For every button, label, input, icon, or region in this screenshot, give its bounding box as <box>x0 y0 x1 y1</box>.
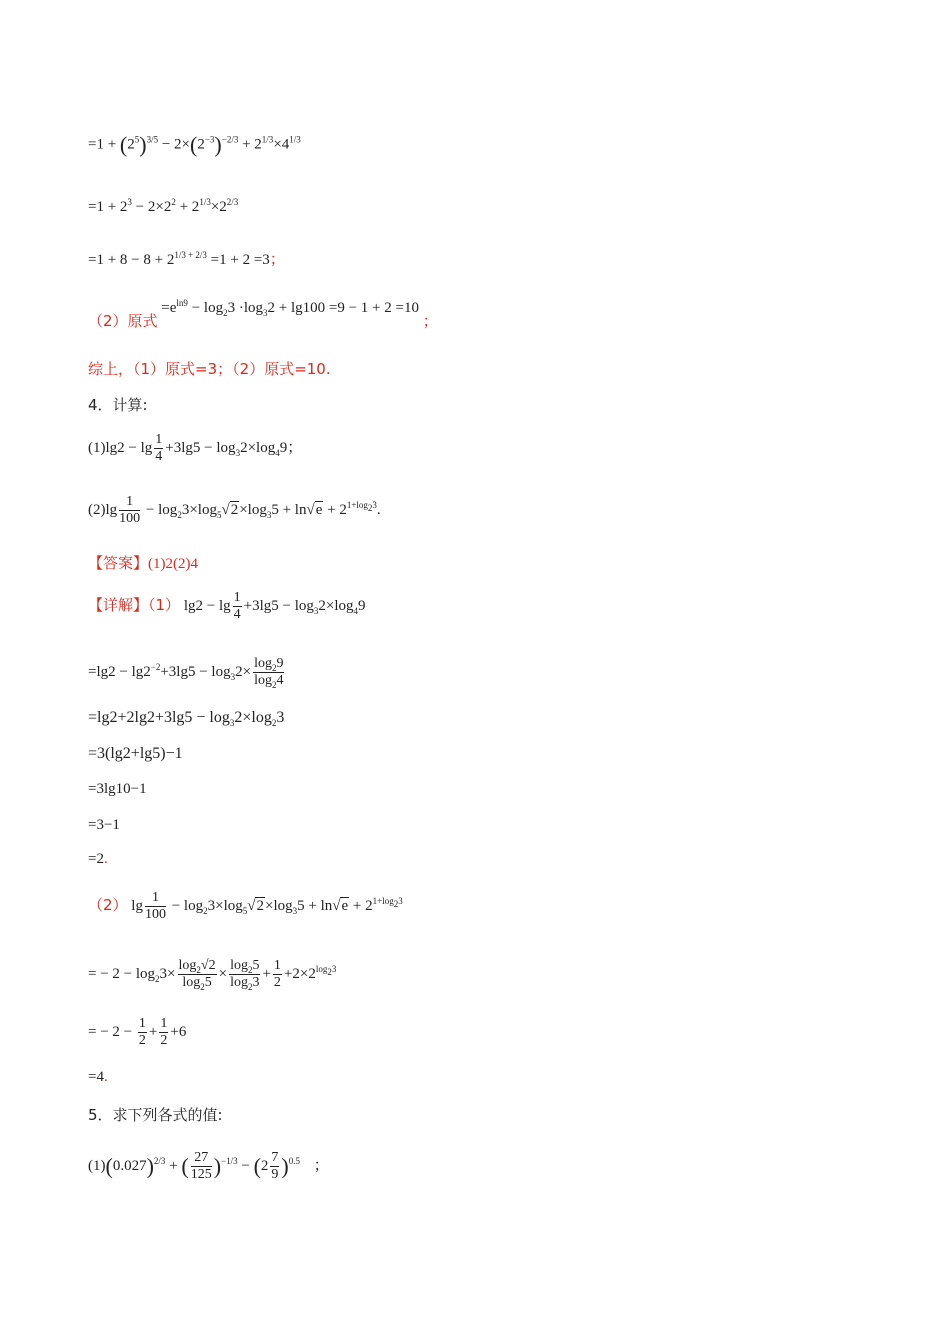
q4-part1: (1)lg2 − lg $\frac{1}{4}$ $+3\lg 5 - \log_32\times\log_49$； <box>88 432 303 465</box>
detail1-step-5: =3−1 <box>88 817 120 833</box>
detail1-step-2: $=\lg 2+2\lg 2+3\lg 5 - \log_32\times\log_23$ <box>88 709 285 729</box>
prev-summary: 综上，（1）原式=3；（2）原式=10. <box>88 360 331 378</box>
detail2-step-2: = − 2 − $\frac{1}{2}$ + $\frac{1}{2}$ +6 <box>88 1016 187 1049</box>
detail2-step-3: =4. <box>88 1069 108 1085</box>
detail1-step-4: =3lg10−1 <box>88 781 147 797</box>
detail1-step-3: =3(lg2+lg5)−1 <box>88 745 183 762</box>
prev-step-2: $=1 + 2^3 - 2\times 2^2 + 2^{1/3}\times 2^{2/3}$ <box>88 197 239 215</box>
prev-part2: （2）原式 $=e^{ln9} - \log_23 \cdot\log_32 + \lg 100 =9 - 1 + 2 =10$ ； <box>88 298 438 330</box>
q4-detail-1: 【详解】（1） lg2 − lg $\frac{1}{4}$ $+3\lg 5 - \log_32\times\log_49$ <box>88 590 366 623</box>
q4-answer: 【答案】(1)2(2)4 <box>88 554 198 572</box>
q4-detail-2: （2） lg $\frac{1}{100}$ − $\log_23\times\log_5√2\times\log_35 + \ln√e + 2^{1+log_23}$ <box>88 890 403 923</box>
prev-step-1: $=1 + (2^5)^{3/5} - 2\times(2^{-3})^{-2/3} + 2^{1/3}\times 4^{1/3}$ <box>88 132 301 157</box>
q5-part1: $(1)(0.027)^{2/3}$ + ( $\frac{27}{125}$ )$^{-1/3}$ − (2 $\frac{7}{9}$ )$^{0.5}$ ； <box>88 1150 329 1183</box>
q5-title: 5．求下列各式的值: <box>88 1106 223 1124</box>
q4-part2: (2)lg $\frac{1}{100}$ − $\log_23\times\log_5√2\times\log_35 + \ln√e + 2^{1+log_23}$. <box>88 494 381 527</box>
detail1-step-6: =2. <box>88 851 108 867</box>
detail2-step-1: = − $2 - \log_23\times$ $\frac{\log_2√2}{\log_25}$ × $\frac{\log_25}{\log_23}$ + $\frac{1}{2}$ $+2\times 2^{log_23}$ <box>88 958 337 992</box>
detail1-step-1: $=\lg 2 - \lg 2^{-2}+3\lg 5 - \log_32\times$ $\frac{\log_29}{\log_24}$ <box>88 656 284 690</box>
q4-title: 4．计算: <box>88 396 148 414</box>
prev-step-3: $=1 + 8 - 8 + 2^{1/3 + 2/3} =1 + 2 =3$； <box>88 250 285 268</box>
